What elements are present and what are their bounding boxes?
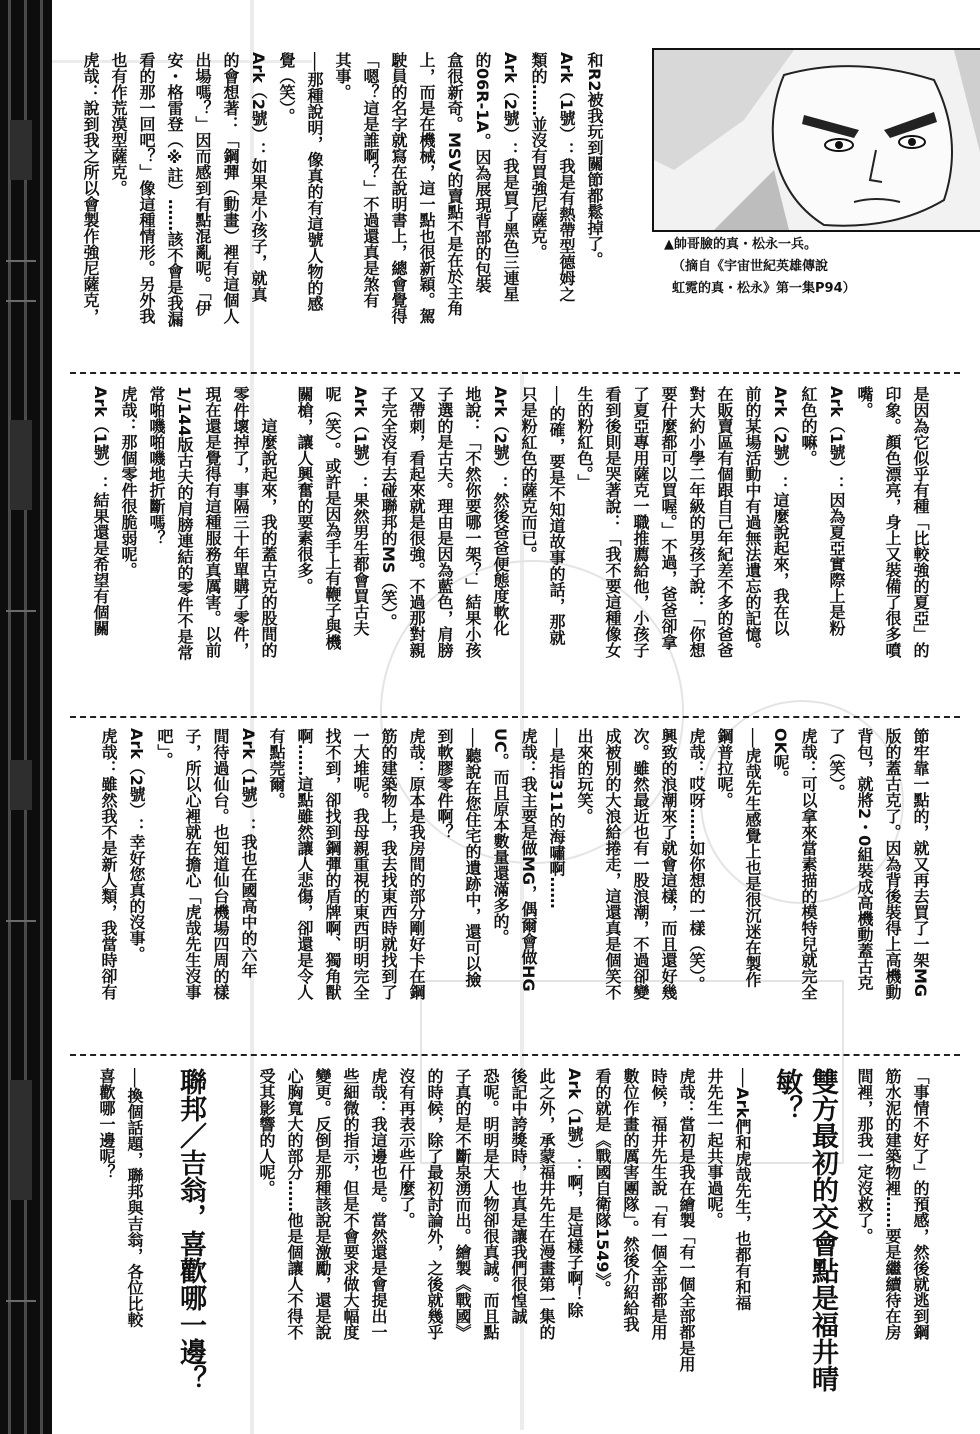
text-column: 在販賣區有個跟自己年紀差不多的爸爸 [715,386,734,658]
decorative-side-strip [0,0,52,1434]
text-column: Ark（1號）：結果還是希望有個關 [91,386,110,637]
text-column: 成被別的大浪給捲走，這還真是個笑不 [603,728,622,1000]
text-column: 後記中誇獎時，也真是讓我們很惶誠 [509,1068,528,1324]
text-column: 鋼普拉呢。 [715,728,734,808]
text-column: Ark（2號）：這麼說起來，我在以 [771,386,790,637]
text-column: 子，所以心裡就在擔心「虎哉先生沒事 [183,728,202,1000]
text-column: 背包，就將2・0組裝成高機動蓋古克 [855,728,874,991]
text-column: ──聽說在您住宅的遺跡中，還可以撿 [463,728,482,988]
text-column: 興致的浪潮來了就會這樣，而且還好幾 [659,728,678,1000]
text-column: 子選的是古夫。理由是因為藍色，肩膀 [435,386,454,658]
text-column: 出場嗎？」因而感到有點混亂呢。「伊 [193,52,212,316]
text-column: 此之外，承蒙福井先生在漫畫第一集的 [537,1068,556,1340]
section-heading: 雙方最初的交會點是福井晴 [807,1068,838,1392]
text-column: 筋的建築物上，我去找東西時就找到了 [379,728,398,1000]
text-column: Ark（2號）：幸好您真的沒事。 [127,728,146,963]
text-column: 出來的玩笑。 [575,728,594,824]
text-column: 也有作荒漠型薩克。 [109,52,128,196]
caption-line: 虹霓的真・松永》第一集P94） [672,281,856,296]
text-column: 間待過仙台。也知道仙台機場四周的樣 [211,728,230,1000]
text-column: 地說：「不然你要哪一架？」結果小孩 [463,386,482,658]
text-column: Ark（2號）：如果是小孩子，就真 [249,52,268,303]
text-column: 現在還是覺得有這種服務真厲害。以前 [203,386,222,658]
text-column: 次。雖然最近也有一股浪潮，不過卻變 [631,728,650,1000]
text-column: 子完全沒有去碰聯邦的MS（笑）。 [379,386,398,630]
text-column: ──的確，要是不知道故事的話，那就 [547,386,566,646]
text-column: 心胸寬大的部分……他是個讓人不得不 [285,1068,304,1340]
text-column: 虎哉：那個零件很脆弱呢。 [119,386,138,578]
text-column: 看的就是《戰國自衛隊1549》。 [593,1068,612,1297]
text-column: 啊……這點雖然讓人悲傷，卻還是令人 [295,728,314,1000]
text-column: OK呢。 [771,728,790,786]
text-column: 虎哉：雖然我不是新人類，我當時卻有 [99,728,118,1000]
text-column: 沒有再表示些什麼了。 [397,1068,416,1228]
section-heading: 敏？ [771,1068,802,1122]
text-column: 零件壞掉了，事隔三十年單購了零件， [231,386,250,658]
text-column: 的06R-1A。因為展現背部的包裝 [473,52,492,293]
section-divider [70,372,960,374]
text-column: 子真的是不斷泉湧而出。繪製《戰國》 [453,1068,472,1340]
text-column: Ark（1號）：果然男生都會買古夫 [351,386,370,637]
text-column: 虎哉：原本是我房間的部分剛好卡在鋼 [407,728,426,1000]
text-column: 了（笑）。 [827,728,846,800]
text-column: ──虎哉先生感覺上也是很沉迷在製作 [743,728,762,988]
text-column: 對大約小學二年級的男孩子說：「你想 [687,386,706,658]
text-column: 了夏亞專用薩克一職推薦給他，小孩子 [631,386,650,658]
text-column: ──Ark們和虎哉先生，也都有和福 [733,1068,752,1311]
section-heading: 聯邦／吉翁，喜歡哪一邊？ [175,1068,206,1392]
text-column: 虎哉：說到我之所以會製作強尼薩克， [81,52,100,324]
text-column: 恐呢。明明是大人物卻很真誠。而且點 [481,1068,500,1340]
text-column: 有點莞爾。 [267,728,286,808]
text-column: ──換個話題，聯邦與吉翁，各位比較 [125,1068,144,1328]
text-column: ──是指311的海嘯啊…… [547,728,566,909]
text-column: 的時候，除了最初討論外，之後就幾乎 [425,1068,444,1340]
text-column: 上，而是在機械，這一點也很新穎。駕 [417,52,436,324]
text-column: Ark（2號）：我是買了黑色三連星 [501,52,520,303]
text-column: 1/144版古夫的肩膀連結的零件不是常 [175,386,194,661]
text-column: 類的……並沒有買強尼薩克。 [529,52,548,260]
text-column: 節牢靠一點的，就又再去買了一架MG [911,728,930,998]
text-column: 虎哉：可以拿來當素描的模特兒就完全 [799,728,818,1000]
text-column: 間裡，那我一定沒救了。 [855,1068,874,1244]
text-column: 盒很新奇。MSV的賣點不是在於主角 [445,52,464,316]
text-column: 到軟膠零件啊？ [435,728,454,840]
text-column: 虎哉：我這邊也是。當然還是會提出一 [369,1068,388,1340]
text-column: 筋水泥的建築物裡……要是繼續待在房 [883,1068,902,1340]
section-divider [70,716,960,718]
text-column: 呢（笑）。或許是因為手上有鞭子與機 [323,386,342,650]
text-column: 這麼說起來，我的蓋古克的股間的 [259,386,278,658]
text-column: 印象。顏色漂亮，身上又裝備了很多噴 [883,386,902,658]
text-column: 只是粉紅色的薩克而已。 [519,386,538,562]
text-column: 要什麼都可以買喔。」不過，爸爸卻拿 [659,386,678,650]
text-column: 是因為它似乎有種「比較強的夏亞」的 [911,386,930,658]
text-column: 時候，福井先生說「有一個全部都是用 [649,1068,668,1340]
text-column: 覺（笑）。 [277,52,296,124]
text-column: 駛員的名字就寫在說明書上，總會覺得 [389,52,408,324]
text-column: 「嗯？這是誰啊？」不過還真是煞有 [361,52,380,308]
text-column: Ark（2號）：然後爸爸便態度軟化 [491,386,510,637]
text-column: 生的粉紅色。」 [575,386,594,490]
text-column: 前的某場活動中有過無法遺忘的記憶。 [743,386,762,658]
section-divider [70,1054,960,1056]
text-column: 常啪嘰啪嘰地折斷嗎？ [147,386,166,546]
text-column: 虎哉：當初是我在繪製「有一個全部都是用 [677,1068,696,1372]
text-column: ──那種說明，像真的有這號人物的感 [305,52,324,312]
text-column: 井先生一起共事過呢。 [705,1068,724,1228]
text-column: 些細微的指示，但是不會要求做大幅度 [341,1068,360,1340]
text-column: 看的那一回吧？」像這種情形。另外我 [137,52,156,324]
text-column: 吧」。 [155,728,174,768]
text-column: Ark（1號）：我也在國高中的六年 [239,728,258,979]
caption-line: （摘自《宇宙世紀英雄傳說 [672,259,829,274]
text-column: 找不到，卻找到鋼彈的盾牌啊、獨角獸 [323,728,342,1000]
manga-illustration [652,48,980,232]
text-column: 看到後則是哭著說：「我不要這種像女 [603,386,622,658]
text-column: Ark（1號）：因為夏亞實際上是粉 [827,386,846,637]
text-column: 數位作畫的厲害團隊」。然後介紹給我 [621,1068,640,1332]
text-column: 「事情不好了」的預感，然後就逃到鋼 [911,1068,930,1340]
text-column: 又帶刺，看起來就是很強。不過那對親 [407,386,426,658]
text-column: 虎哉：我主要是做MG，偶爾會做HG [519,728,538,992]
text-column: Ark（1號）：我是有熱帶型德姆之 [557,52,576,303]
text-column: 一大堆呢。我母親重視的東西明明完全 [351,728,370,1000]
text-column: Ark（1號）：啊，是這樣子啊！除 [565,1068,584,1319]
text-column: 和R2被我玩到關節都鬆掉了。 [585,52,604,268]
text-column: 虎哉：哎呀……如你想的一樣（笑）。 [687,728,706,992]
text-column: 其事。 [333,52,352,100]
text-column: 嘴。 [855,386,874,418]
text-column: 變更。反倒是那種該說是激勵，還是說 [313,1068,332,1340]
text-column: 紅色的嘛。 [799,386,818,466]
text-column: 的會想著：「鋼彈（動畫）裡有這個人 [221,52,240,324]
illustration-caption [664,234,980,300]
text-column: 受其影響的人呢。 [257,1068,276,1196]
text-column: UC。而且原本數量還滿多的。 [491,728,510,945]
text-column: 版的蓋古克了。因為背後裝得上高機動 [883,728,902,1000]
text-column: 喜歡哪一邊呢？ [97,1068,116,1180]
text-column: 安・格雷登（※註）……該不會是我漏 [165,52,184,327]
text-column: 關槍，讓人興奮的要素很多。 [295,386,314,594]
caption-line: ▲帥哥臉的真・松永一兵。 [664,237,817,252]
